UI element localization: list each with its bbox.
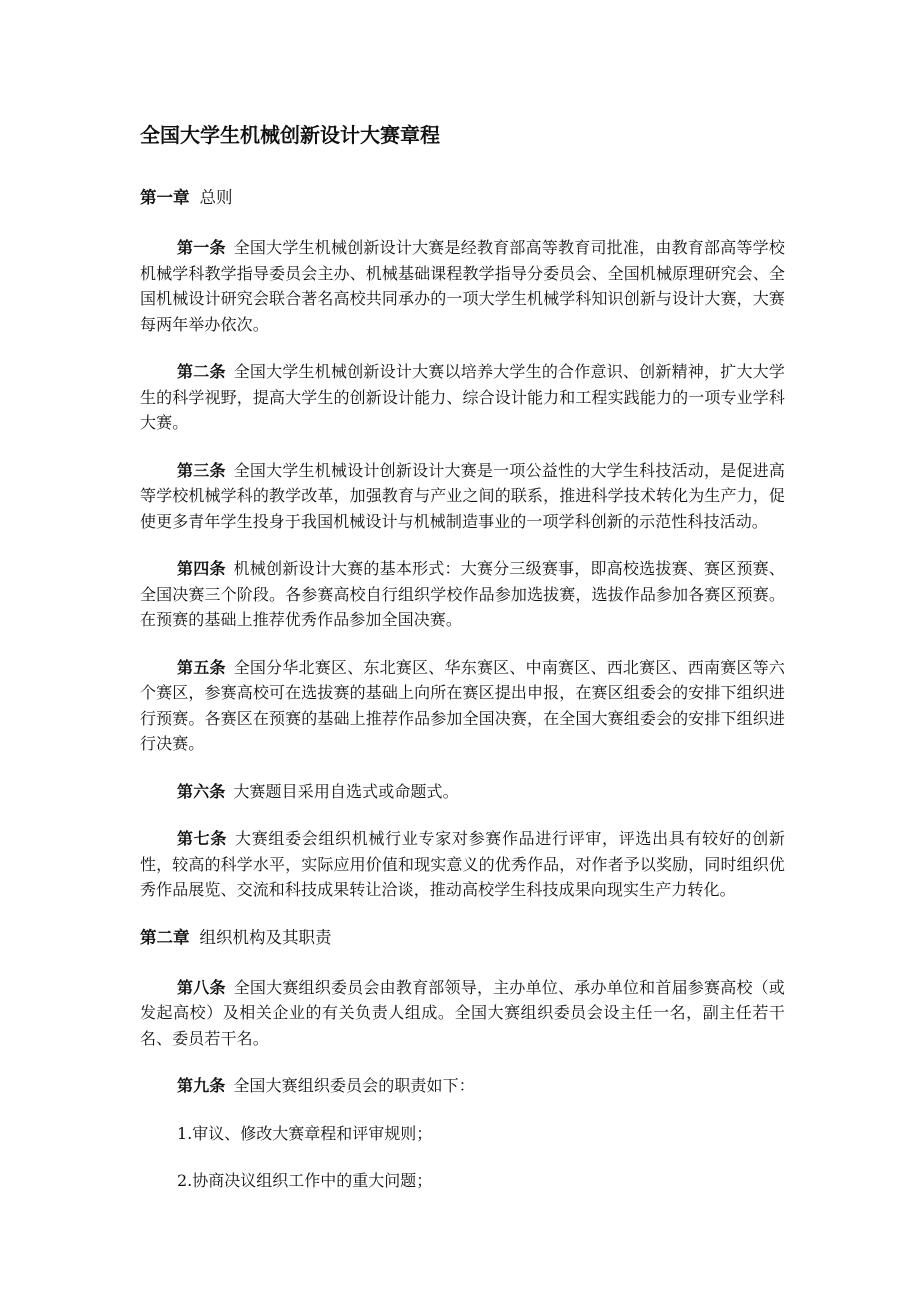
article-text: 大赛组委会组织机械行业专家对参赛作品进行评审，评选出具有较好的创新性，较高的科学水平，实际应用价值和现实意义的优秀作品，对作者予以奖励，同时组织优秀作品展览、交流和科技成果转让洽谈，推动高校学生科技成果向现实生产力转化。: [140, 829, 785, 899]
article-paragraph: [140, 1073, 785, 1099]
article-label: 第七条: [177, 829, 228, 848]
article-label: 第八条: [177, 977, 226, 997]
article-label: 第四条: [177, 559, 226, 578]
article-paragraph: [140, 826, 785, 903]
article-paragraph: [140, 556, 785, 633]
article-paragraph: [140, 458, 785, 535]
article-label: 第五条: [177, 657, 226, 677]
document-body: [140, 120, 785, 1216]
article-paragraph: [140, 975, 785, 1052]
chapter-number: 第一章: [140, 188, 190, 207]
chapter-heading: [140, 925, 785, 951]
article-text: 全国大学生机械创新设计大赛以培养大学生的合作意识、创新精神，扩大大学生的科学视野，提高大学生的创新设计能力、综合设计能力和工程实践能力的一项专业学科大赛。: [140, 362, 785, 432]
article-paragraph: [140, 359, 785, 436]
article-text: 全国大赛组织委员会的职责如下：: [233, 1076, 475, 1095]
article-paragraph: [140, 235, 785, 337]
article-label: 第九条: [177, 1076, 226, 1095]
list-item: 1.审议、修改大赛章程和评审规则；: [177, 1123, 433, 1143]
list-item: 2.协商决议组织工作中的重大问题；: [177, 1171, 433, 1190]
article-label: 第六条: [177, 781, 226, 801]
article-paragraph: [140, 655, 785, 757]
article-text: 全国大学生机械创新设计大赛是经教育部高等教育司批准，由教育部高等学校机械学科教学指导委员会主办、机械基础课程教学指导分委员会、全国机械原理研究会、全国机械设计研究会联合著名高校共同承办的一项大学生机械学科知识创新与设计大赛，大赛每两年举办依次。: [140, 238, 785, 334]
chapter-heading: [140, 185, 785, 211]
article-text: 大赛题目采用自选式或命题式。: [233, 781, 459, 801]
chapter-name: 总则: [199, 188, 233, 207]
document-title: 全国大学生机械创新设计大赛章程: [140, 123, 440, 147]
article-text: 全国大赛组织委员会由教育部领导，主办单位、承办单位和首届参赛高校（或发起高校）及相关企业的有关负责人组成。全国大赛组织委员会设主任一名，副主任若干名、委员若干名。: [140, 977, 785, 1048]
article-paragraph: [140, 779, 785, 805]
article-label: 第二条: [177, 362, 226, 381]
chapter-name: 组织机构及其职责: [199, 927, 332, 947]
article-text: 全国大学生机械设计创新设计大赛是一项公益性的大学生科技活动，是促进高等学校机械学科的教学改革，加强教育与产业之间的联系，推进科学技术转化为生产力，促使更多青年学生投身于我国机械设计与机械制造事业的一项学科创新的示范性科技活动。: [140, 460, 785, 531]
article-text: 机械创新设计大赛的基本形式：大赛分三级赛事，即高校选拔赛、赛区预赛、全国决赛三个阶段。各参赛高校自行组织学校作品参加选拔赛，选拔作品参加各赛区预赛。在预赛的基础上推荐优秀作品参加全国决赛。: [140, 559, 785, 629]
article-text: 全国分华北赛区、东北赛区、华东赛区、中南赛区、西北赛区、西南赛区等六个赛区，参赛高校可在选拔赛的基础上向所在赛区提出申报，在赛区组委会的安排下组织进行预赛。各赛区在预赛的基础上推荐作品参加全国决赛，在全国大赛组委会的安排下组织进行决赛。: [140, 657, 785, 753]
article-label: 第一条: [177, 238, 226, 257]
article-label: 第三条: [177, 460, 226, 480]
chapter-number: 第二章: [140, 927, 190, 947]
